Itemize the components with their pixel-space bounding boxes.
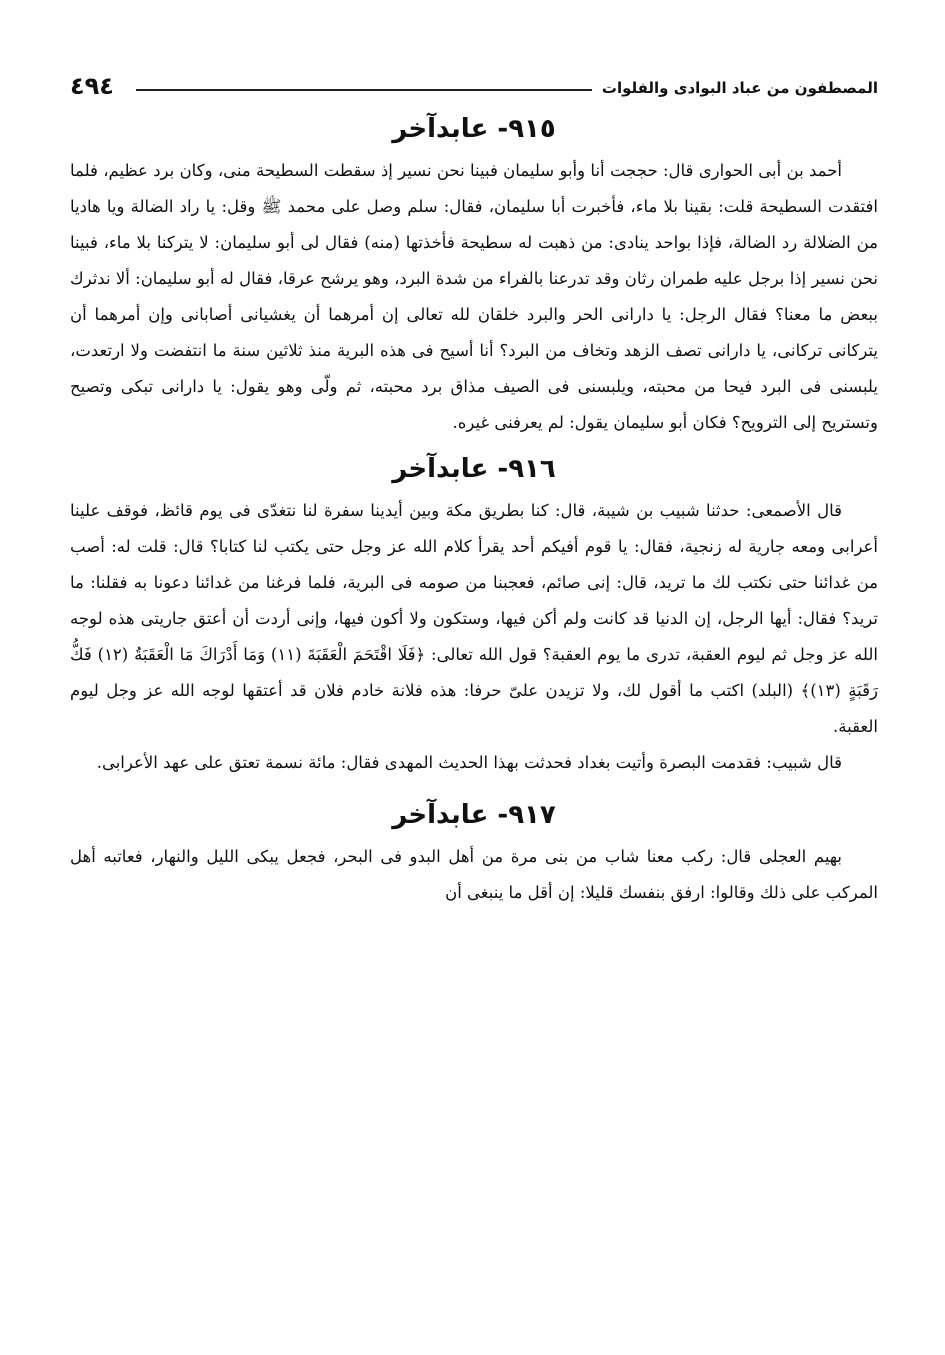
- paragraph: قال شبيب: فقدمت البصرة وأتيت بغداد فحدثت بهذا الحديث المهدى فقال: مائة نسمة تعتق على عهد الأعرابى.: [96, 753, 842, 772]
- paragraph: بهيم العجلى قال: ركب معنا شاب من بنى مرة من أهل البدو فى البحر، فجعل يبكى الليل والنهار، فعاتبه أهل المركب على ذلك وقالوا: ارفق بنفسك قليلا: إن أقل ما ينبغى أن: [70, 847, 878, 902]
- section-916: [70, 449, 878, 781]
- running-header: [70, 58, 878, 101]
- section-title: ٩١٥- عابدآخر: [392, 114, 556, 144]
- section-title: ٩١٧- عابدآخر: [392, 800, 556, 830]
- section-915: [70, 109, 878, 441]
- book-page: [70, 58, 878, 1308]
- running-title: المصطفون من عباد البوادى والفلوات: [601, 79, 878, 97]
- section-917: [70, 795, 878, 911]
- page-number: ٤٩٤: [70, 72, 114, 100]
- paragraph: أحمد بن أبى الحوارى قال: حججت أنا وأبو سليمان فبينا نحن نسير إذ سقطت السطيحة منى، وكان برد عظيم، فلما افتقدت السطيحة قلت: بقينا بلا ماء، فأخبرت أبا سليمان، فقال: سلم وصل على محمد ﷺ وقل: يا راد الضالة ويا هاديا من الضلالة رد الضالة، فإذا بواحد ينادى: من ذهبت له سطيحة فأخذتها (منه) فقال لى أبو سليمان: لا يتركنا بلا ماء، فبينا نحن نسير إذا برجل عليه طمران رثان وقد تدرعنا بالفراء من شدة البرد، وهو يرشح عرقا، فقال له أبو سليمان: ألا ندثرك ببعض ما معنا؟ فقال الرجل: يا دارانى الحر والبرد خلقان لله تعالى إن أمرهما أن يغشيانى أصابانى وإن أمرهما أن يتركانى تركانى، يا دارانى تصف الزهد وتخاف من البرد؟ أنا أسيح فى هذه البرية منذ ثلاثين سنة ما انتفضت ولا ارتعدت، يلبسنى فى البرد فيحا من محبته، ويلبسنى فى الصيف مذاق برد محبته، ثم ولّى وهو يقول: يا دارانى تبكى وتصيح وتستريح إلى الترويح؟ فكان أبو سليمان يقول: لم يعرفنى غيره.: [70, 161, 878, 432]
- paragraph: قال الأصمعى: حدثنا شبيب بن شيبة، قال: كنا بطريق مكة وبين أيدينا سفرة لنا نتغدّى فى يوم قائظ، فوقف علينا أعرابى ومعه جارية له زنجية، فقال: يا قوم أفيكم أحد يقرأ كلام الله عز وجل حتى يكتب لنا كتابا؟ قال: قلت له: أصب من غدائنا حتى نكتب لك ما تريد، قال: إنى صائم، فعجبنا من صومه فى البرية، فلما فرغنا من غدائنا دعونا به فقلنا: ما تريد؟ فقال: أيها الرجل، إن الدنيا قد كانت ولم أكن فيها، وستكون ولا أكون فيها، وإنى أردت أن أعتق جاريتى هذه لوجه الله عز وجل ثم ليوم العقبة، تدرى ما يوم العقبة؟ قول الله تعالى: ﴿فَلَا اقْتَحَمَ الْعَقَبَةَ (١١) وَمَا أَدْرَاكَ مَا الْعَقَبَةُ (١٢) فَكُّ رَقَبَةٍ (١٣)﴾ (البلد) اكتب ما أقول لك، ولا تزيدن علىّ حرفا: هذه فلانة خادم فلان قد أعتقها لوجه الله عز وجل ليوم العقبة.: [70, 501, 878, 736]
- section-title: ٩١٦- عابدآخر: [392, 454, 556, 484]
- header-rule: [136, 89, 592, 91]
